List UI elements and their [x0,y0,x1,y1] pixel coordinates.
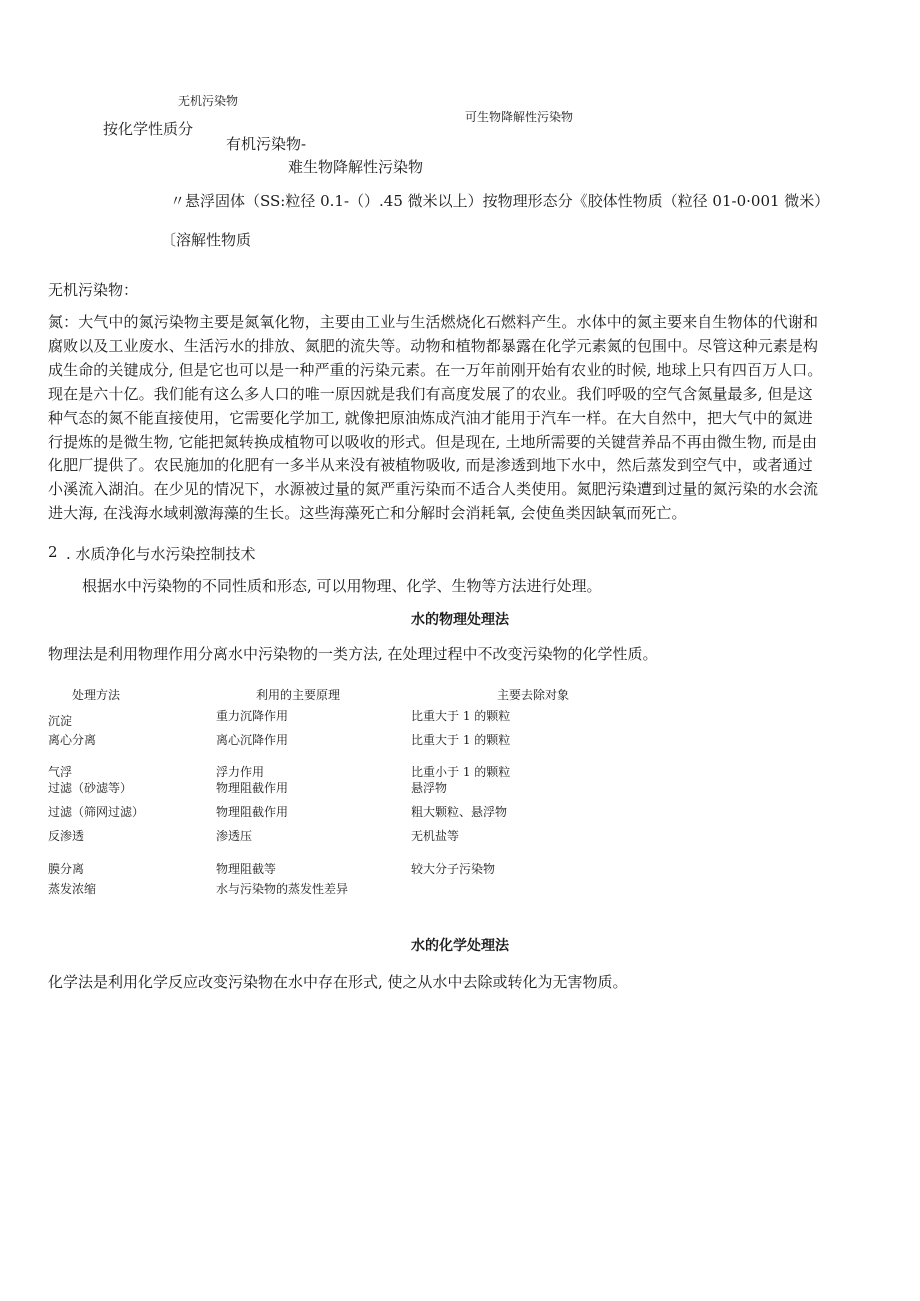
table-cell-principle: 重力沉降作用 [216,709,289,723]
physical-method-title: 水的物理处理法 [411,612,509,628]
chemical-method-description: 化学法是利用化学反应改变污染物在水中存在形式, 使之从水中去除或转化为无害物质。 [48,973,628,991]
table-cell-target: 较大分子污染物 [411,862,496,876]
table-cell-target: 比重大于 1 的颗粒 [411,733,511,747]
table-cell-method: 沉淀 [48,714,73,728]
table-cell-principle: 水与污染物的蒸发性差异 [216,882,349,896]
paragraph-line: 种气态的氮不能直接使用，它需要化学加工, 就像把原油炼成汽油才能用于汽车一样。在大自然中，把大气中的氮进 [48,408,813,427]
section-title: . 水质净化与水污染控制技术 [66,545,256,563]
table-cell-method: 蒸发浓缩 [48,882,97,896]
table-cell-method: 离心分离 [48,733,97,747]
non-biodegradable-label: 难生物降解性污染物 [288,158,424,176]
paragraph-line: 现在是六十亿。我们能有这么多人口的唯一原因就是我们有高度发展了的农业。我们呼吸的空气含氮量最多, 但是这 [48,384,813,403]
table-cell-target: 比重小于 1 的颗粒 [411,765,511,779]
table-cell-method: 过滤（砂滤等） [48,781,133,795]
table-header-target: 主要去除对象 [497,688,570,702]
table-header-method: 处理方法 [72,688,121,702]
table-cell-method: 膜分离 [48,862,85,876]
paragraph-line: 行提炼的是微生物, 它能把氮转换成植物可以吸收的形式。但是现在, 土地所需要的关键营养品不再由微生物, 而是由 [48,432,818,451]
table-cell-principle: 物理阻截作用 [216,805,289,819]
paragraph-line: 成生命的关键成分, 但是它也可以是一种严重的污染元素。在一万年前刚开始有农业的时候, 地球上只有四百万人口。 [48,360,823,379]
section-intro: 根据水中污染物的不同性质和形态, 可以用物理、化学、生物等方法进行处理。 [82,577,602,595]
biodegradable-label: 可生物降解性污染物 [465,110,574,124]
nitrogen-paragraph [48,311,838,526]
inorganic-heading: 无机污染物： [48,281,139,299]
suspended-solids-line: 〃悬浮固体（SS:粒径 0.1-（）.45 微米以上）按物理形态分《胶体性物质（粒径 01-0·001 微米） [170,192,830,210]
paragraph-line: 腐败以及工业废水、生活污水的排放、氮肥的流失等。动物和植物都暴露在化学元素氮的包围中。尽管这种元素是构 [48,336,819,355]
physical-method-description: 物理法是利用物理作用分离水中污染物的一类方法, 在处理过程中不改变污染物的化学性质。 [48,645,658,663]
chemical-method-title: 水的化学处理法 [411,938,509,954]
table-cell-target: 比重大于 1 的颗粒 [411,709,511,723]
paragraph-line: 化肥厂提供了。农民施加的化肥有一多半从来没有被植物吸收, 而是渗透到地下水中，然后蒸发到空气中，或者通过 [48,456,813,475]
table-cell-principle: 浮力作用 [216,765,265,779]
section-number: 2 [48,543,58,561]
table-cell-target: 粗大颗粒、悬浮物 [411,805,508,819]
table-cell-target: 悬浮物 [411,781,448,795]
table-header-principle: 利用的主要原理 [256,688,341,702]
table-cell-method: 气浮 [48,765,73,779]
table-cell-principle: 物理阻截等 [216,862,277,876]
paragraph-line: 氮：大气中的氮污染物主要是氮氧化物，主要由工业与生活燃烧化石燃料产生。水体中的氮主要来自生物体的代谢和 [48,313,819,331]
table-cell-principle: 物理阻截作用 [216,781,289,795]
table-cell-principle: 离心沉降作用 [216,733,289,747]
by-chemical-label: 按化学性质分 [103,120,194,138]
table-cell-method: 过滤（筛网过滤） [48,805,145,819]
organic-label: 有机污染物- [226,135,307,153]
paragraph-line: 小溪流入湖泊。在少见的情况下，水源被过量的氮严重污染而不适合人类使用。氮肥污染遭到过量的氮污染的水会流 [48,480,819,499]
table-cell-principle: 渗透压 [216,829,253,843]
table-cell-method: 反渗透 [48,829,85,843]
dissolved-label: 〔溶解性物质 [161,231,252,249]
inorganic-label: 无机污染物 [178,94,239,108]
paragraph-line: 进大海, 在浅海水域刺激海藻的生长。这些海藻死亡和分解时会消耗氧, 会使鱼类因缺氧而死亡。 [48,504,687,523]
table-cell-target: 无机盐等 [411,829,460,843]
